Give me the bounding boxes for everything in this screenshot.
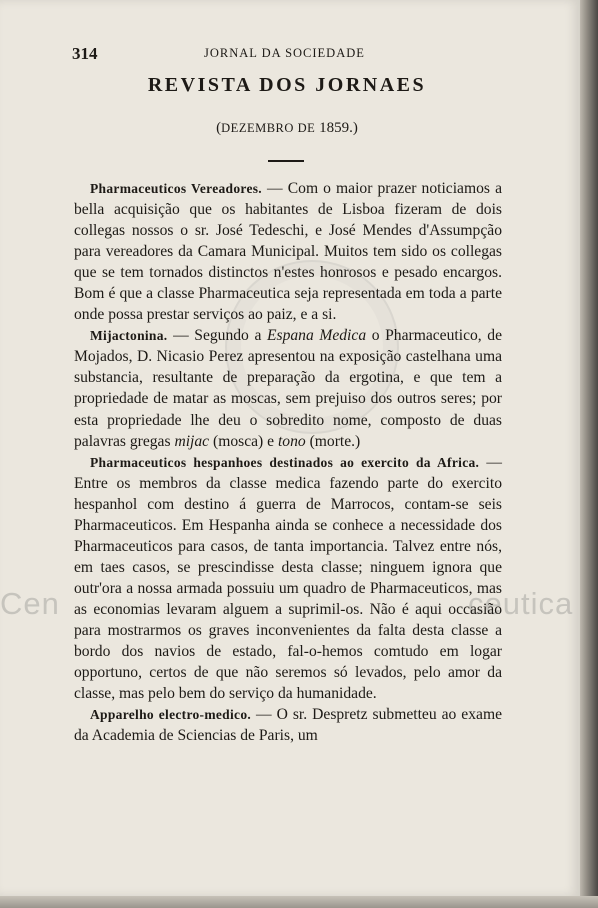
date-subtitle [72,120,502,137]
running-head: JORNAL DA SOCIEDADE [204,46,365,60]
article-mijactonina [74,325,502,451]
subtitle-de: DE [297,121,316,135]
article-body: o Pharmaceutico, de Mojados, D. Nicasio Perez apresentou na exposição castelhana uma substancia, resultante de preparação da ergotina, e que tem a propriedade de matar as moscas, sem prejuiso dos outros seres; por esta propriedade lhe deu o sobredito nome, composto de duas palavras gregas [74,327,502,450]
subtitle-year: 1859 [319,120,350,136]
subtitle-open: ( [216,120,222,136]
book-spine-edge [580,0,598,908]
article-hespanhoes [74,452,502,705]
article-heading: Mijactonina. [90,328,168,344]
article-body: — Entre os membros da classe medica fazendo parte do exercito hespanhol com destino á guerra de Marrocos, contam-se seis Pharmaceuticos. Em Hespanha ainda se conhece a necessidade dos Pharmaceuticos para casos, de tanta importancia. Talvez entre nós, em taes casos, se prescindisse desta classe; ninguem ignora que outr'ora a nossa armada possuiu um quadro de Pharmaceuticos, mas as economias levaram alguem a suprimil-os. Não é aqui occasião para mostrarmos os graves inconvenientes da falta desta classe a bordo dos navios de estado, fal-o-hemos comtudo em logar opportuno, certos de que não seremos só levados, pelo amor da classe, mas pelo bem do serviço da humanidade. [74,453,502,703]
source-name: Espana Medica [266,327,367,345]
article-vereadores [74,178,502,325]
article-body: (mosca) e [209,432,278,450]
greek-word: mijac [174,432,210,450]
page-header [72,44,502,62]
subtitle-close: .) [349,120,358,136]
page-number: 314 [72,44,98,63]
article-body: (morte.) [305,432,361,450]
greek-word: tono [277,432,306,450]
watermark-right: ceutica [468,586,574,621]
article-column [74,178,502,746]
article-body: — O sr. Despretz submetteu ao exame da Academia de Sciencias de Paris, um [74,706,502,745]
article-body: — Segundo a [167,327,267,345]
watermark-left: Cen [0,586,60,621]
book-bottom-edge [0,896,598,908]
article-body: — Com o maior prazer noticiamos a bella acquisição que os habitantes de Lisboa fizeram de dois collegas nossos o sr. José Tedeschi, e José Mendes d'Assumpção para vereadores da Camara Municipal. Muitos tem sido os collegas que se tem tornados distinctos n'estes honrosos e pesado encargos. Bom é que a classe Pharmaceutica seja representada em toda a parte onde possa prestar serviços ao paiz, e a si. [74,180,502,324]
title-divider [268,160,304,162]
article-heading: Pharmaceuticos Vereadores. [90,181,262,196]
article-apparelho [74,704,502,746]
subtitle-month: DEZEMBRO [221,121,294,135]
article-heading: Apparelho electro-medico. [90,707,252,723]
article-heading: Pharmaceuticos hespanhoes destinados ao exercito da Africa. [90,454,480,470]
page-title: REVISTA DOS JORNAES [147,74,427,96]
